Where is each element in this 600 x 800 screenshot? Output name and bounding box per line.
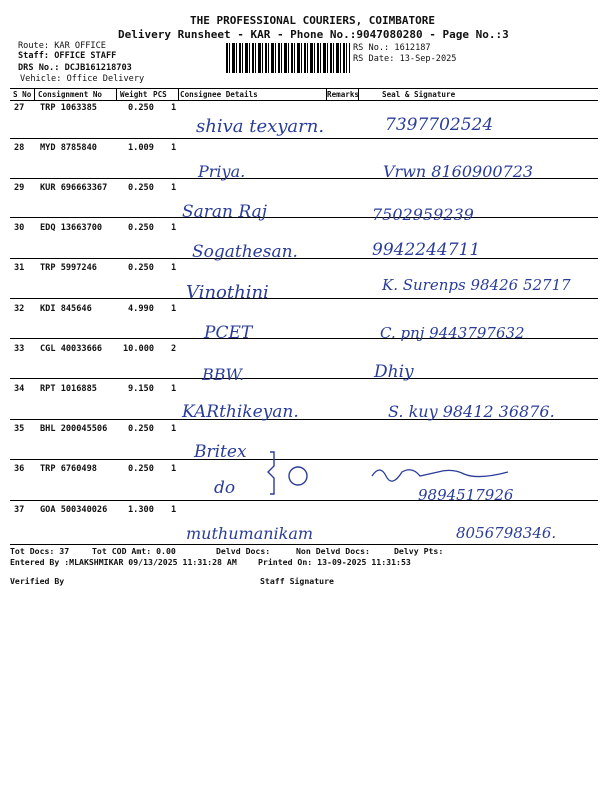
row-consignment: BHL 200045506 bbox=[40, 424, 108, 434]
row-divider bbox=[10, 378, 598, 379]
consignee-handwriting: Vinothini bbox=[186, 282, 269, 303]
row-sno: 28 bbox=[14, 143, 25, 153]
row-pcs: 1 bbox=[171, 263, 177, 273]
col-header-seal: Seal & Signature bbox=[382, 90, 456, 99]
printed-on: Printed On: 13-09-2025 11:31:53 bbox=[258, 557, 411, 567]
seal-handwriting: 8056798346. bbox=[456, 524, 557, 542]
row-sno: 27 bbox=[14, 103, 25, 113]
seal-handwriting: Dhiy bbox=[374, 362, 414, 382]
seal-handwriting: Vrwn 8160900723 bbox=[383, 162, 534, 181]
row-sno: 30 bbox=[14, 223, 25, 233]
seal-handwriting: C. pnj 9443797632 bbox=[380, 324, 525, 342]
consignee-handwriting: Britex bbox=[194, 442, 247, 462]
vehicle-label: Vehicle: Office Delivery bbox=[20, 74, 145, 84]
row-pcs: 1 bbox=[171, 143, 177, 153]
company-title: THE PROFESSIONAL COURIERS, COIMBATORE bbox=[190, 14, 436, 27]
seal-handwriting: S. kuy 98412 36876. bbox=[388, 402, 555, 421]
col-divider bbox=[116, 88, 117, 100]
seal-handwriting: K. Surenps 98426 52717 bbox=[382, 276, 571, 294]
row-divider bbox=[10, 217, 598, 218]
row-consignment: CGL 40033666 bbox=[40, 344, 103, 354]
row-pcs: 1 bbox=[171, 424, 177, 434]
non-delivered-docs: Non Delvd Docs: bbox=[296, 546, 370, 556]
col-divider bbox=[34, 88, 35, 100]
row-pcs: 2 bbox=[171, 344, 177, 354]
row-pcs: 1 bbox=[171, 183, 177, 193]
consignee-handwriting: KARthikeyan. bbox=[182, 402, 299, 422]
row-sno: 31 bbox=[14, 263, 25, 273]
row-sno: 33 bbox=[14, 344, 25, 354]
row-consignment: MYD 8785840 bbox=[40, 143, 97, 153]
row-sno: 35 bbox=[14, 424, 25, 434]
route-label: Route: KAR OFFICE bbox=[18, 41, 106, 51]
row-consignment: EDQ 13663700 bbox=[40, 223, 103, 233]
row-weight: 0.250 bbox=[128, 183, 154, 193]
rs-date: RS Date: 13-Sep-2025 bbox=[353, 54, 457, 64]
row-weight: 9.150 bbox=[128, 384, 154, 394]
staff-signature: Staff Signature bbox=[260, 576, 334, 586]
signature-scribble-icon bbox=[368, 462, 518, 484]
row-weight: 1.009 bbox=[128, 143, 154, 153]
row-sno: 34 bbox=[14, 384, 25, 394]
row-pcs: 1 bbox=[171, 505, 177, 515]
consignee-handwriting: shiva texyarn. bbox=[196, 116, 325, 137]
consignee-handwriting: PCET bbox=[204, 323, 253, 343]
row-weight: 1.300 bbox=[128, 505, 154, 515]
seal-handwriting: 9942244711 bbox=[372, 240, 481, 260]
row-sno: 29 bbox=[14, 183, 25, 193]
row-sno: 37 bbox=[14, 505, 25, 515]
row-weight: 0.250 bbox=[128, 263, 154, 273]
consignee-handwriting: muthumanikam bbox=[186, 524, 314, 543]
row-sno: 32 bbox=[14, 304, 25, 314]
consignee-handwriting: do bbox=[214, 478, 236, 498]
row-weight: 0.250 bbox=[128, 103, 154, 113]
row-weight: 0.250 bbox=[128, 223, 154, 233]
consignee-handwriting: Priya. bbox=[198, 162, 246, 181]
row-consignment: KUR 696663367 bbox=[40, 183, 108, 193]
verified-by: Verified By bbox=[10, 576, 65, 586]
col-header-consignee: Consignee Details bbox=[180, 90, 258, 99]
row-pcs: 1 bbox=[171, 464, 177, 474]
barcode bbox=[226, 43, 350, 73]
col-divider bbox=[178, 88, 179, 100]
col-header-weight: Weight bbox=[120, 90, 148, 99]
row-consignment: TRP 1063385 bbox=[40, 103, 97, 113]
entered-by: Entered By :MLAKSHMIKAR 09/13/2025 11:31:28 AM bbox=[10, 557, 237, 567]
row-pcs: 1 bbox=[171, 384, 177, 394]
row-consignment: TRP 6760498 bbox=[40, 464, 97, 474]
drs-number: DRS No.: DCJB161218703 bbox=[18, 63, 132, 73]
row-consignment: GOA 500340026 bbox=[40, 505, 108, 515]
row-divider bbox=[10, 298, 598, 299]
seal-handwriting: 7397702524 bbox=[385, 115, 494, 135]
rs-number: RS No.: 1612187 bbox=[353, 43, 431, 53]
col-header-remarks: Remarks bbox=[327, 90, 360, 99]
row-consignment: RPT 1016885 bbox=[40, 384, 97, 394]
total-cod-amount: Tot COD Amt: 0.00 bbox=[92, 546, 176, 556]
col-header-pcs: PCS bbox=[153, 90, 167, 99]
consignee-handwriting: Sogathesan. bbox=[192, 242, 298, 262]
col-header-sno: S No bbox=[13, 90, 32, 99]
delivered-docs: Delvd Docs: bbox=[216, 546, 271, 556]
row-pcs: 1 bbox=[171, 103, 177, 113]
row-weight: 0.250 bbox=[128, 424, 154, 434]
header-divider bbox=[10, 100, 598, 101]
runsheet-subtitle: Delivery Runsheet - KAR - Phone No.:9047080280 - Page No.:3 bbox=[118, 28, 509, 41]
row-weight: 0.250 bbox=[128, 464, 154, 474]
delivery-points: Delvy Pts: bbox=[394, 546, 444, 556]
row-weight: 10.000 bbox=[123, 344, 155, 354]
row-divider bbox=[10, 258, 598, 259]
seal-handwriting: 9894517926 bbox=[418, 486, 514, 504]
row-pcs: 1 bbox=[171, 223, 177, 233]
staff-label: Staff: OFFICE STAFF bbox=[18, 51, 117, 61]
consignee-handwriting: Saran Raj bbox=[182, 202, 267, 222]
seal-handwriting: 7502959239 bbox=[372, 205, 474, 224]
row-consignment: TRP 5997246 bbox=[40, 263, 97, 273]
total-docs: Tot Docs: 37 bbox=[10, 546, 70, 556]
row-consignment: KDI 845646 bbox=[40, 304, 92, 314]
row-weight: 4.990 bbox=[128, 304, 154, 314]
row-sno: 36 bbox=[14, 464, 25, 474]
consignee-handwriting: BBW. bbox=[202, 365, 245, 384]
col-header-consignment: Consignment No bbox=[38, 90, 103, 99]
row-pcs: 1 bbox=[171, 304, 177, 314]
row-divider bbox=[10, 138, 598, 139]
ditto-bracket-icon bbox=[260, 446, 320, 502]
